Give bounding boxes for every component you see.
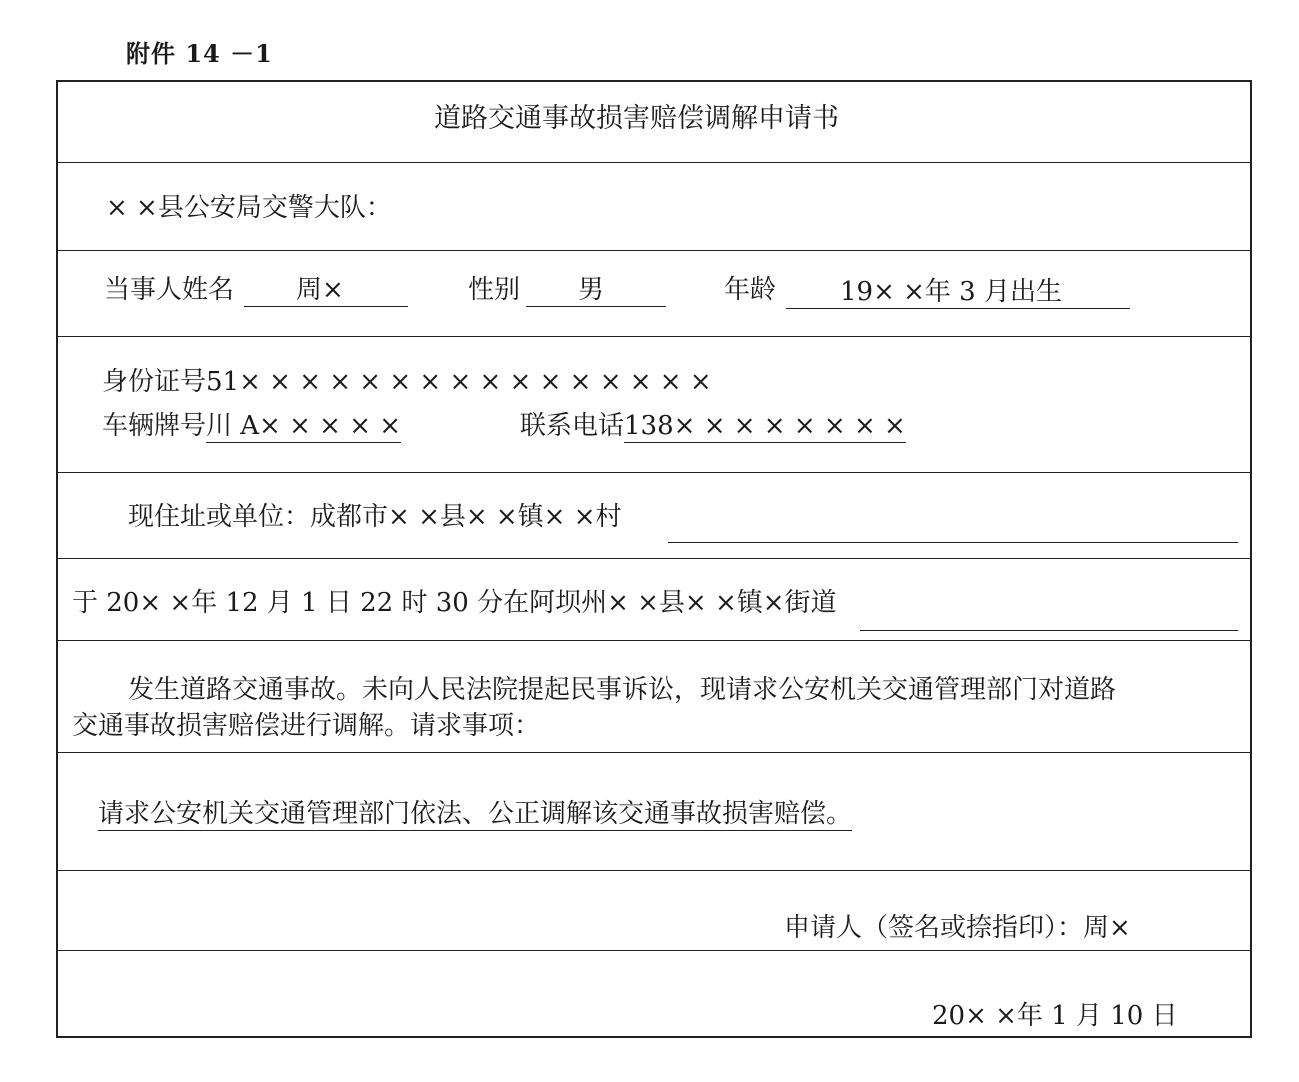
phone-row (520, 410, 906, 443)
address-label: 现住址或单位： (128, 502, 311, 532)
incident-blank-line (860, 630, 1238, 631)
applicant-label: 申请人（签名或捺指印）： (784, 913, 1084, 943)
statement-line-1: 发生道路交通事故。未向人民法院提起民事诉讼，现请求公安机关交通管理部门对道路 (128, 675, 1117, 705)
row-divider (58, 250, 1252, 251)
request-item (98, 798, 852, 831)
application-date: 20× ×年 1 月 10 日 (932, 1001, 1178, 1031)
attachment-label: 附件 14 －1 (126, 39, 273, 68)
form-title: 道路交通事故损害赔偿调解申请书 (434, 103, 839, 134)
incident-text: 于 20× ×年 12 月 1 日 22 时 30 分在阿坝州× ×县× ×镇×街道 (72, 588, 837, 618)
address-value: 成都市× ×县× ×镇× ×村 (310, 502, 622, 532)
applicant-value: 周× (1083, 913, 1131, 943)
address-blank-line (668, 542, 1238, 543)
plate-value: 川 A× × × × × (206, 411, 402, 441)
plate-label: 车辆牌号 (102, 411, 207, 441)
gender-label: 性别 (468, 275, 521, 305)
row-divider (58, 752, 1252, 753)
phone-label: 联系电话 (520, 411, 625, 441)
id-number-row (102, 366, 712, 398)
row-divider (58, 640, 1252, 641)
addressee: × ×县公安局交警大队： (106, 193, 392, 223)
id-label: 身份证号 (102, 367, 207, 397)
gender-field (526, 274, 666, 307)
name-value: 周× (296, 275, 344, 305)
row-divider (58, 162, 1252, 163)
row-divider (58, 950, 1252, 951)
address-row (128, 501, 622, 533)
row-divider (58, 336, 1252, 337)
row-divider (58, 870, 1252, 871)
row-divider (58, 472, 1252, 473)
id-value: 51× × × × × × × × × × × × × × × × (206, 367, 712, 397)
applicant-signature (784, 912, 1131, 944)
name-field (244, 274, 408, 307)
request-text: 请求公安机关交通管理部门依法、公正调解该交通事故损害赔偿。 (98, 799, 853, 829)
name-label: 当事人姓名 (104, 275, 235, 305)
row-divider (58, 558, 1252, 559)
gender-value: 男 (578, 275, 605, 305)
age-label: 年龄 (724, 275, 777, 305)
age-value: 19× ×年 3 月出生 (840, 277, 1062, 307)
phone-value: 138× × × × × × × × (624, 411, 906, 441)
age-field (786, 276, 1130, 309)
mediation-application-form (56, 80, 1252, 1038)
statement-line-2: 交通事故损害赔偿进行调解。请求事项： (72, 711, 541, 741)
plate-row (102, 410, 401, 443)
